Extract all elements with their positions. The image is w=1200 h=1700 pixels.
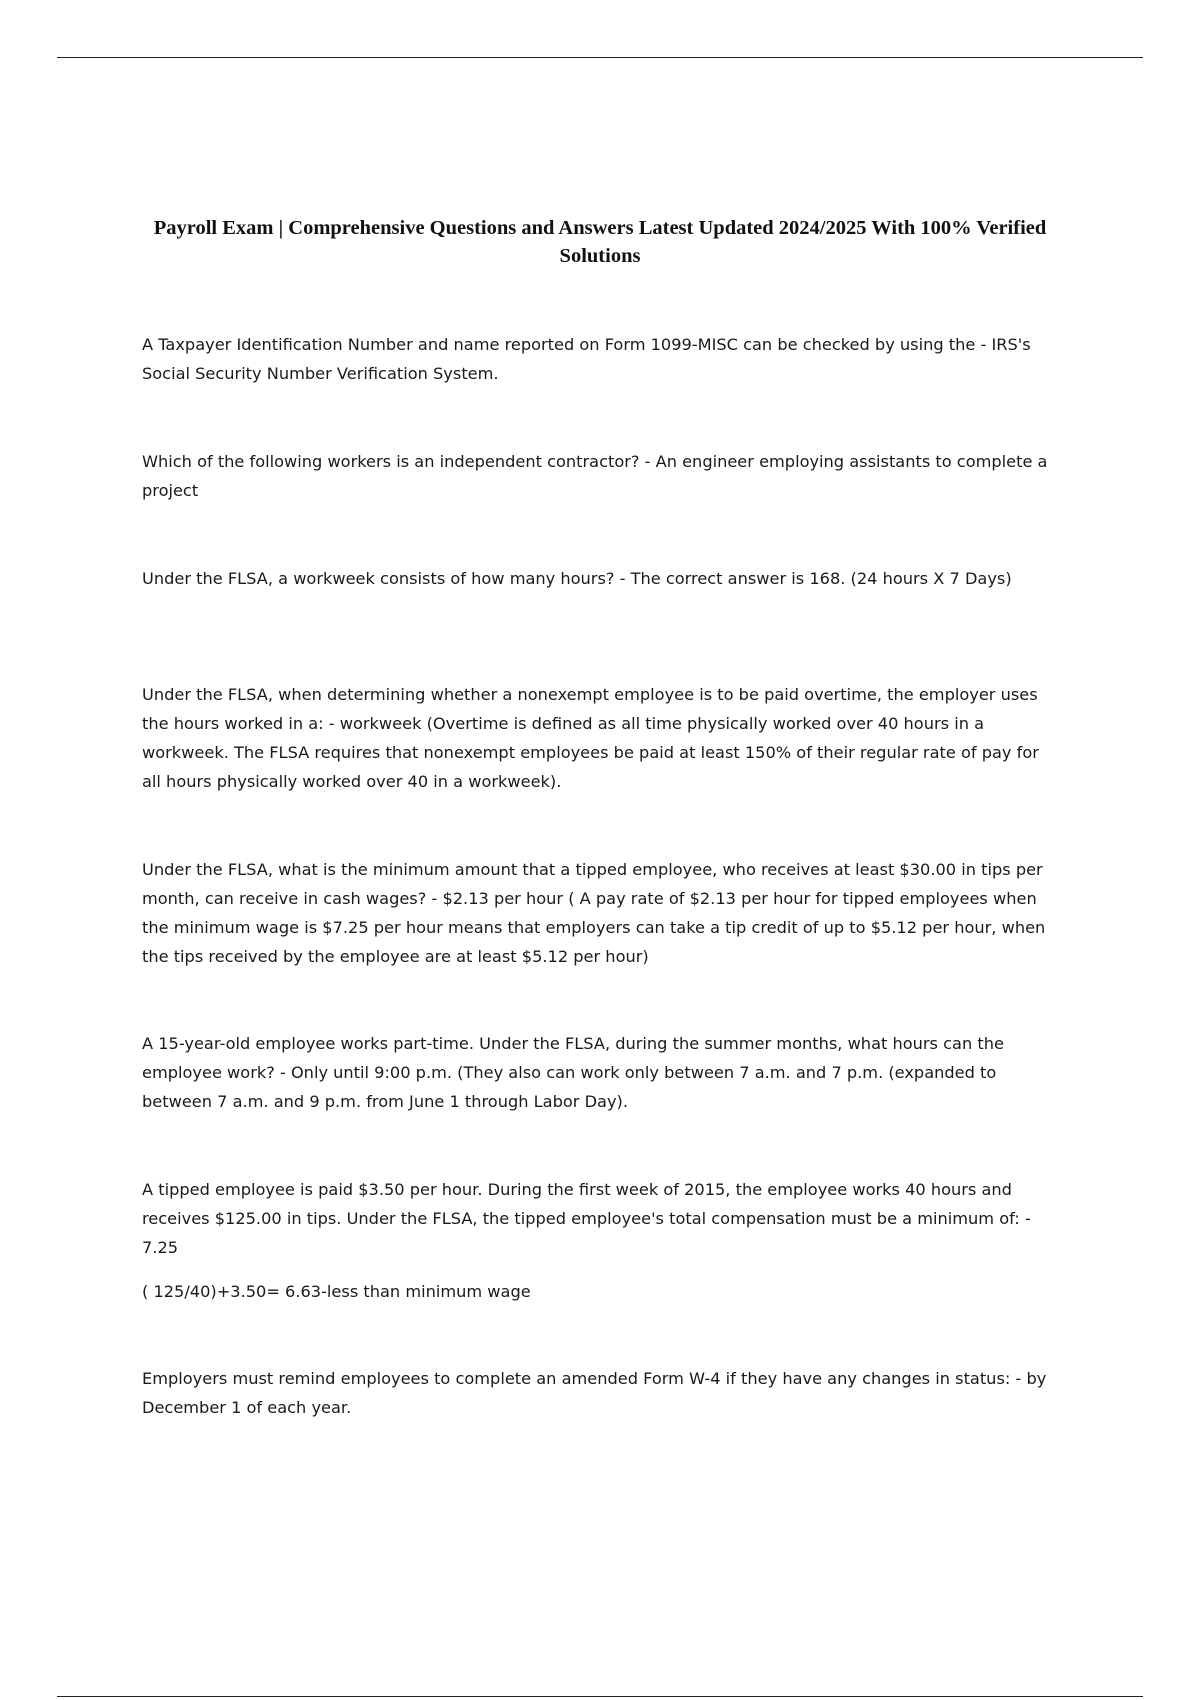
qa-item-7	[142, 1175, 1062, 1306]
qa-text: Which of the following workers is an independent contractor? - An engineer employing assistants to complete a project	[142, 452, 1048, 500]
qa-text: A Taxpayer Identification Number and name reported on Form 1099-MISC can be checked by using the - IRS's Social Security Number Verification System.	[142, 335, 1031, 383]
qa-calculation: ( 125/40)+3.50= 6.63-less than minimum wage	[142, 1282, 531, 1301]
qa-text: A tipped employee is paid $3.50 per hour. During the first week of 2015, the employee works 40 hours and receives $125.00 in tips. Under the FLSA, the tipped employee's total compensation must be a minimum of: - 7.25	[142, 1180, 1031, 1257]
qa-item-5	[142, 855, 1062, 971]
qa-text: Employers must remind employees to complete an amended Form W-4 if they have any changes in status: - by December 1 of each year.	[142, 1369, 1047, 1417]
qa-item-1	[142, 330, 1062, 388]
qa-item-4	[142, 680, 1062, 796]
header-rule	[57, 57, 1143, 58]
footer-rule	[57, 1696, 1143, 1697]
qa-text: Under the FLSA, a workweek consists of how many hours? - The correct answer is 168. (24 hours X 7 Days)	[142, 569, 1012, 588]
qa-item-8	[142, 1364, 1062, 1422]
qa-text: Under the FLSA, what is the minimum amount that a tipped employee, who receives at least $30.00 in tips per month, can receive in cash wages? - $2.13 per hour ( A pay rate of $2.13 per hour for tipped employees when the minimum wage is $7.25 per hour means that employers can take a tip credit of up to $5.12 per hour, when the tips received by the employee are at least $5.12 per hour)	[142, 860, 1046, 966]
qa-text: A 15-year-old employee works part-time. Under the FLSA, during the summer months, what hours can the employee work? - Only until 9:00 p.m. (They also can work only between 7 a.m. and 7 p.m. (expanded to between 7 a.m. and 9 p.m. from June 1 through Labor Day).	[142, 1034, 1004, 1111]
qa-item-2	[142, 447, 1062, 505]
qa-item-6	[142, 1029, 1062, 1116]
qa-item-3	[142, 564, 1062, 593]
document-title: Payroll Exam | Comprehensive Questions and Answers Latest Updated 2024/2025 With 100% Verified Solutions	[153, 217, 1047, 267]
qa-text: Under the FLSA, when determining whether a nonexempt employee is to be paid overtime, the employer uses the hours worked in a: - workweek (Overtime is defined as all time physically worked over 40 hours in a workweek. The FLSA requires that nonexempt employees be paid at least 150% of their regular rate of pay for all hours physically worked over 40 in a workweek).	[142, 685, 1039, 791]
